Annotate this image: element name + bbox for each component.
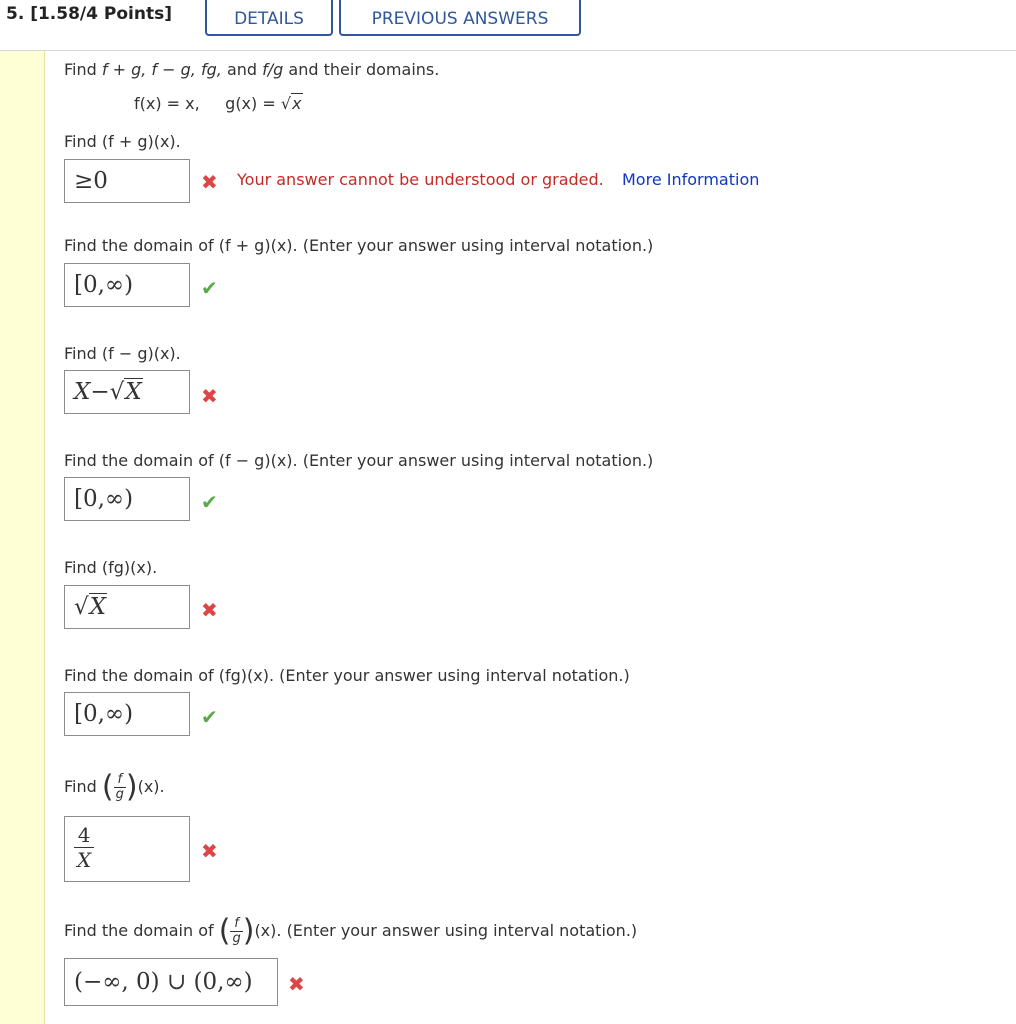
incorrect-icon: ✖	[201, 170, 218, 194]
question-header	[0, 0, 1016, 51]
quot-answer-denominator: X	[77, 848, 92, 872]
f-definition: f(x) = x,	[134, 94, 200, 113]
quot-domain-answer-input[interactable]: (−∞, 0) ∪ (0,∞)	[64, 958, 278, 1006]
g-definition: g(x) =	[225, 94, 281, 113]
prompt-diff: f − g,	[151, 60, 196, 79]
correct-icon: ✔	[201, 490, 218, 514]
details-button[interactable]: DETAILS	[205, 0, 333, 36]
sum-domain-answer-input[interactable]: [0,∞)	[64, 263, 190, 307]
diff-domain-answer-input[interactable]: [0,∞)	[64, 477, 190, 521]
incorrect-icon: ✖	[201, 384, 218, 408]
quot-domain-prompt: Find the domain of ( $\frac{f}{g}$ )(x). (Enter your answer using interval notation.)	[64, 913, 638, 949]
quot-prompt-find: Find	[64, 777, 97, 796]
f-over-g-fraction: $\frac{f}{g}$	[115, 772, 124, 802]
more-information-link[interactable]: More Information	[622, 170, 760, 189]
sqrt-icon: √	[280, 94, 292, 113]
quot-answer-input[interactable]	[64, 816, 190, 882]
sum-answer-input[interactable]: ≥0	[64, 159, 190, 203]
incorrect-icon: ✖	[288, 972, 305, 996]
diff-answer-input[interactable]	[64, 370, 190, 414]
incorrect-icon: ✖	[201, 839, 218, 863]
sqrt-icon: √	[109, 379, 125, 405]
question-number: 5. [1.58/4 Points]	[6, 4, 172, 24]
quot-prompt: Find ( $\frac{f}{g}$ )(x).	[64, 769, 165, 805]
prod-answer-input[interactable]	[64, 585, 190, 629]
prod-answer-radicand: X	[89, 594, 107, 620]
quot-prompt-tail: (x).	[137, 777, 165, 796]
prompt-tail: and their domains.	[288, 60, 440, 79]
quot-domain-prompt-tail: (x). (Enter your answer using interval notation.)	[254, 921, 638, 940]
prod-prompt: Find (fg)(x).	[64, 558, 158, 577]
prod-domain-prompt: Find the domain of (fg)(x). (Enter your answer using interval notation.)	[64, 666, 630, 685]
problem-statement	[64, 60, 439, 79]
prompt-sum: f + g,	[101, 60, 147, 79]
diff-domain-prompt: Find the domain of (f − g)(x). (Enter your answer using interval notation.)	[64, 451, 654, 470]
incorrect-icon: ✖	[201, 598, 218, 622]
quot-domain-prompt-find: Find the domain of	[64, 921, 214, 940]
prod-domain-answer-input[interactable]: [0,∞)	[64, 692, 190, 736]
g-radicand: x	[292, 94, 302, 113]
prompt-quot: f/g	[262, 60, 284, 79]
sum-prompt: Find (f + g)(x).	[64, 132, 181, 151]
diff-answer-left: X−	[74, 379, 110, 405]
question-sidebar	[0, 51, 45, 1024]
f-over-g-fraction: $\frac{f}{g}$	[232, 916, 241, 946]
prompt-prod: fg,	[200, 60, 222, 79]
correct-icon: ✔	[201, 276, 218, 300]
previous-answers-button[interactable]: PREVIOUS ANSWERS	[339, 0, 581, 36]
prompt-find: Find	[64, 60, 97, 79]
quot-answer-numerator: 4	[74, 823, 94, 848]
error-message: Your answer cannot be understood or graded.	[237, 170, 604, 189]
diff-answer-radicand: X	[125, 379, 142, 405]
correct-icon: ✔	[201, 705, 218, 729]
function-definitions	[134, 94, 303, 113]
sum-domain-prompt: Find the domain of (f + g)(x). (Enter your answer using interval notation.)	[64, 236, 654, 255]
diff-prompt: Find (f − g)(x).	[64, 344, 181, 363]
sqrt-icon: √	[74, 594, 89, 620]
prompt-and: and	[226, 60, 258, 79]
quot-answer-fraction	[74, 823, 94, 872]
